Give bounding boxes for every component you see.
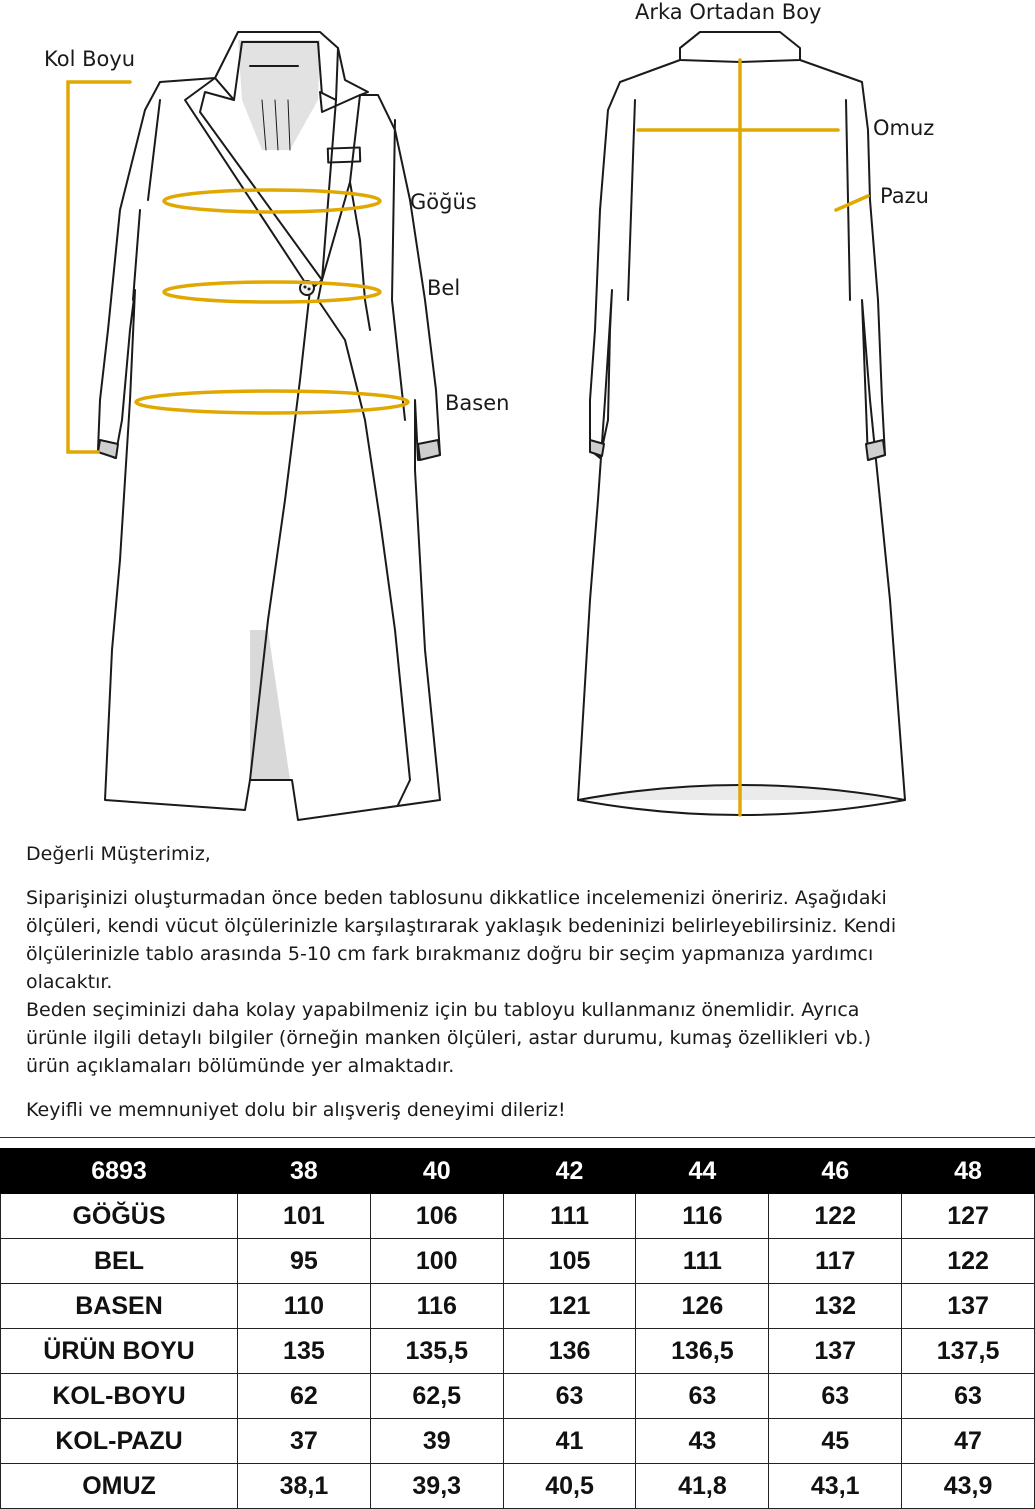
row-label: OMUZ — [1, 1464, 238, 1509]
waist-label: Bel — [427, 276, 461, 300]
table-cell: 43 — [636, 1419, 769, 1464]
table-row — [1, 1194, 1035, 1239]
row-label: BEL — [1, 1239, 238, 1284]
table-cell: 100 — [370, 1239, 503, 1284]
front-coat-drawing — [98, 32, 440, 820]
table-cell: 63 — [636, 1374, 769, 1419]
size-chart-table — [0, 1148, 1035, 1509]
row-label: KOL-BOYU — [1, 1374, 238, 1419]
table-cell: 105 — [503, 1239, 636, 1284]
table-cell: 106 — [370, 1194, 503, 1239]
product-code-header: 6893 — [1, 1149, 238, 1194]
table-cell: 47 — [902, 1419, 1035, 1464]
row-label: GÖĞÜS — [1, 1194, 238, 1239]
message-line: ölçüleri, kendi vücut ölçülerinizle karşılaştırarak yaklaşık bedeninizi belirleyebilirsiniz. Kendi — [26, 915, 897, 937]
size-header: 38 — [238, 1149, 371, 1194]
message-closing: Keyifli ve memnuniyet dolu bir alışveriş deneyimi dileriz! — [26, 1099, 566, 1121]
table-cell: 136,5 — [636, 1329, 769, 1374]
table-row — [1, 1464, 1035, 1509]
table-cell: 38,1 — [238, 1464, 371, 1509]
table-cell: 63 — [503, 1374, 636, 1419]
table-cell: 63 — [902, 1374, 1035, 1419]
chest-measure-ring — [164, 190, 380, 212]
table-cell: 116 — [636, 1194, 769, 1239]
table-cell: 39,3 — [370, 1464, 503, 1509]
hip-label: Basen — [445, 391, 510, 415]
table-cell: 41,8 — [636, 1464, 769, 1509]
message-greeting: Değerli Müşterimiz, — [26, 843, 211, 865]
customer-message — [26, 840, 1006, 1124]
divider — [0, 1137, 1035, 1138]
size-header: 42 — [503, 1149, 636, 1194]
message-line: ürün açıklamaları bölümünde yer almaktadır. — [26, 1055, 455, 1077]
table-row — [1, 1374, 1035, 1419]
sleeve-length-bracket — [68, 82, 130, 452]
table-cell: 116 — [370, 1284, 503, 1329]
table-cell: 37 — [238, 1419, 371, 1464]
row-label: ÜRÜN BOYU — [1, 1329, 238, 1374]
table-row — [1, 1329, 1035, 1374]
message-line: Siparişinizi oluşturmadan önce beden tablosunu dikkatlice incelemenizi öneririz. Aşağıdaki — [26, 887, 887, 909]
table-header-row — [1, 1149, 1035, 1194]
row-label: KOL-PAZU — [1, 1419, 238, 1464]
table-cell: 43,1 — [769, 1464, 902, 1509]
chest-label: Göğüs — [410, 190, 477, 214]
table-cell: 132 — [769, 1284, 902, 1329]
row-label: BASEN — [1, 1284, 238, 1329]
size-header: 44 — [636, 1149, 769, 1194]
table-cell: 101 — [238, 1194, 371, 1239]
waist-measure-ring — [164, 282, 380, 302]
table-cell: 62 — [238, 1374, 371, 1419]
table-row — [1, 1239, 1035, 1284]
table-cell: 117 — [769, 1239, 902, 1284]
sleeve-length-label: Kol Boyu — [44, 47, 136, 71]
table-cell: 45 — [769, 1419, 902, 1464]
table-cell: 121 — [503, 1284, 636, 1329]
table-cell: 63 — [769, 1374, 902, 1419]
table-cell: 122 — [902, 1239, 1035, 1284]
table-cell: 95 — [238, 1239, 371, 1284]
table-cell: 127 — [902, 1194, 1035, 1239]
table-row — [1, 1419, 1035, 1464]
message-line: ürünle ilgili detaylı bilgiler (örneğin manken ölçüleri, astar durumu, kumaş özellikleri vb.) — [26, 1027, 871, 1049]
table-cell: 111 — [503, 1194, 636, 1239]
table-row — [1, 1284, 1035, 1329]
table-cell: 122 — [769, 1194, 902, 1239]
table-cell: 110 — [238, 1284, 371, 1329]
bicep-label: Pazu — [880, 184, 929, 208]
table-cell: 39 — [370, 1419, 503, 1464]
back-length-label: Arka Ortadan Boy — [635, 0, 822, 24]
message-line: olacaktır. — [26, 971, 113, 993]
table-cell: 126 — [636, 1284, 769, 1329]
table-cell: 135,5 — [370, 1329, 503, 1374]
table-cell: 43,9 — [902, 1464, 1035, 1509]
table-cell: 136 — [503, 1329, 636, 1374]
message-line: ölçülerinizle tablo arasında 5-10 cm fark bırakmanız doğru bir seçim yapmanıza yardımcı — [26, 943, 874, 965]
size-header: 46 — [769, 1149, 902, 1194]
table-cell: 135 — [238, 1329, 371, 1374]
table-cell: 40,5 — [503, 1464, 636, 1509]
bicep-measure-line — [836, 196, 868, 210]
table-cell: 111 — [636, 1239, 769, 1284]
table-cell: 62,5 — [370, 1374, 503, 1419]
table-cell: 137 — [902, 1284, 1035, 1329]
table-cell: 137,5 — [902, 1329, 1035, 1374]
hip-measure-ring — [136, 391, 408, 413]
size-header: 48 — [902, 1149, 1035, 1194]
table-cell: 137 — [769, 1329, 902, 1374]
shoulder-label: Omuz — [873, 116, 935, 140]
table-cell: 41 — [503, 1419, 636, 1464]
message-line: Beden seçiminizi daha kolay yapabilmeniz için bu tabloyu kullanmanız önemlidir. Ayrıca — [26, 999, 860, 1021]
size-header: 40 — [370, 1149, 503, 1194]
